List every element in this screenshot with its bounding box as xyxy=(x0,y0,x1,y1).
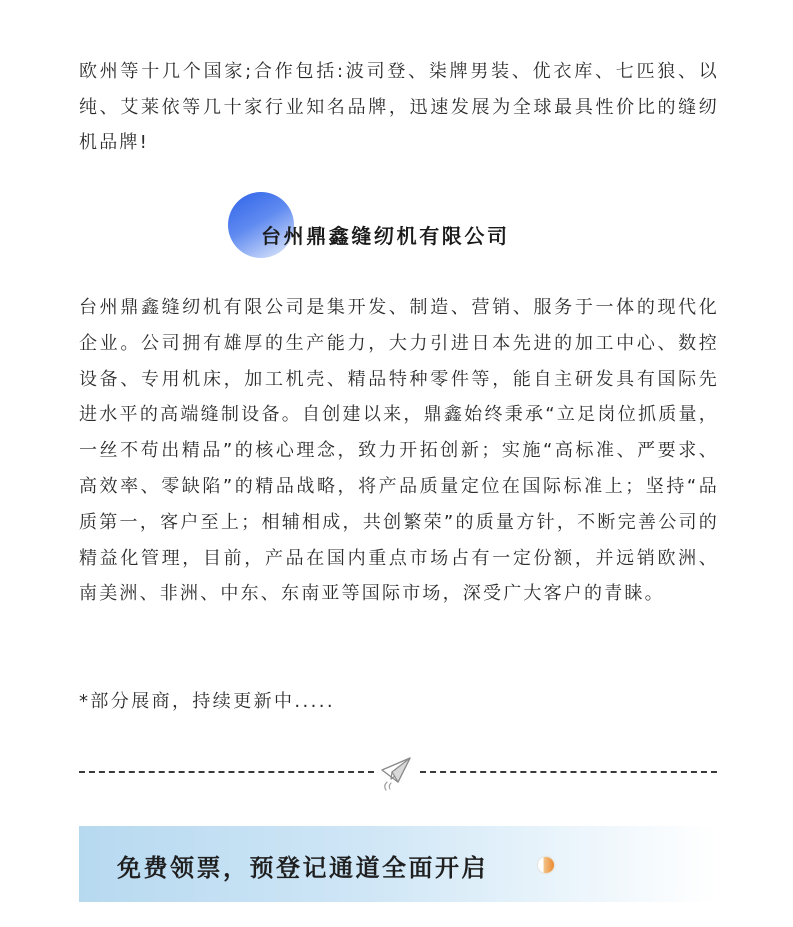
company-heading xyxy=(228,192,568,258)
dashed-divider-right xyxy=(420,771,717,773)
company-name-heading: 台州鼎鑫缝纫机有限公司 xyxy=(261,224,510,248)
exhibitor-update-note: *部分展商，持续更新中..... xyxy=(79,691,336,712)
intro-paragraph-tail: 欧州等十几个国家;合作包括:波司登、柒牌男装、优衣库、七匹狼、以纯、艾莱依等几十家行业知名品牌，迅速发展为全球最具性价比的缝纫机品牌! xyxy=(79,61,719,153)
free-ticket-registration-label: 免费领票，预登记通道全面开启 xyxy=(117,854,488,882)
orange-dot-icon xyxy=(538,857,554,873)
free-ticket-registration-banner[interactable] xyxy=(79,826,717,902)
paper-plane-icon xyxy=(378,752,414,792)
company-description: 台州鼎鑫缝纫机有限公司是集开发、制造、营销、服务于一体的现代化企业。公司拥有雄厚的生产能力，大力引进日本先进的加工中心、数控设备、专用机床，加工机壳、精品特种零件等，能自主研发具有国际先进水平的高端缝制设备。自创建以来，鼎鑫始终秉承“立足岗位抓质量，一丝不苟出精品”的核心理念，致力开拓创新；实施“高标准、严要求、高效率、零缺陷”的精品战略，将产品质量定位在国际标准上；坚持“品质第一，客户至上；相辅相成，共创繁荣”的质量方针，不断完善公司的精益化管理，目前，产品在国内重点市场占有一定份额，并远销欧洲、南美洲、非洲、中东、东南亚等国际市场，深受广大客户的青睐。 xyxy=(79,297,719,605)
dashed-divider-left xyxy=(79,771,374,773)
